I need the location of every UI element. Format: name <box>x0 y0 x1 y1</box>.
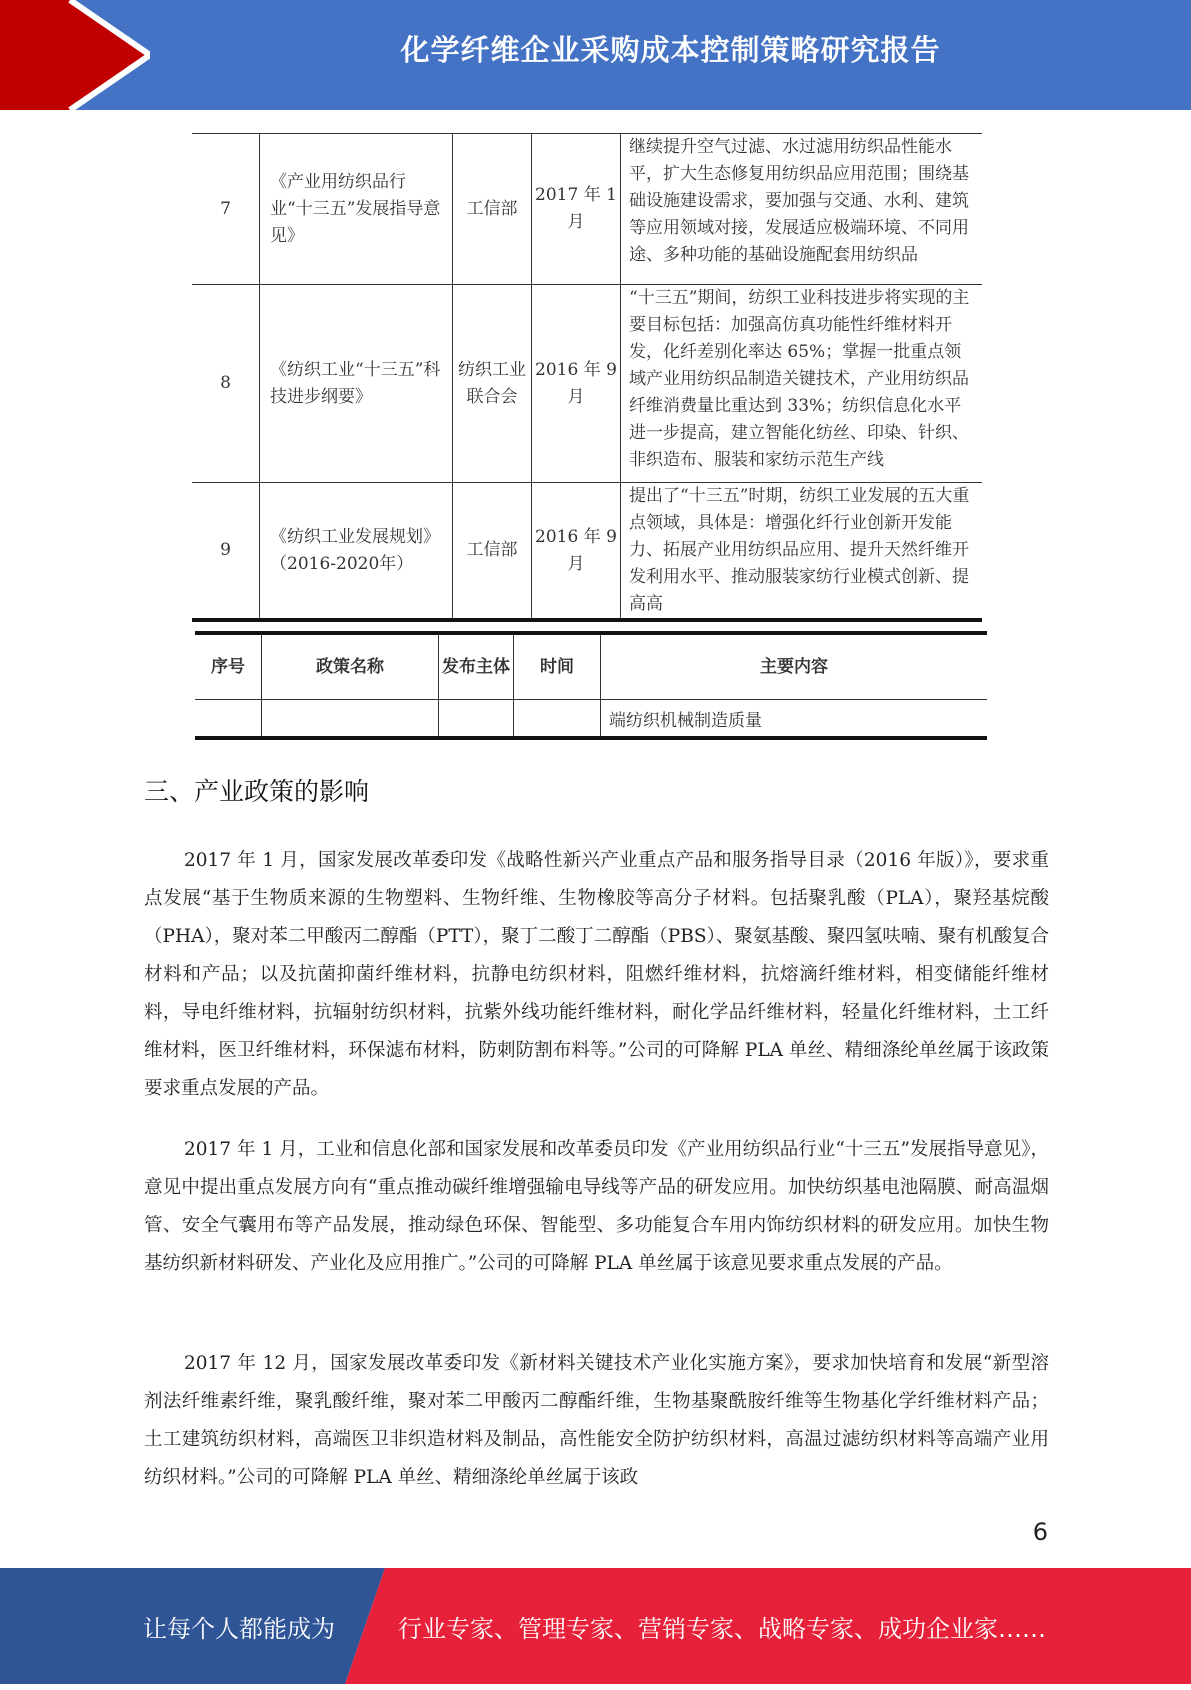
column-header-number: 序号 <box>195 633 262 700</box>
policy-name: 《产业用纺织品行业“十三五”发展指导意见》 <box>260 134 453 285</box>
policy-time: 2016 年 9 月 <box>532 483 621 621</box>
policy-issuer: 纺织工业联合会 <box>453 285 532 483</box>
table-row <box>192 134 982 285</box>
section-heading: 三、产业政策的影响 <box>144 777 370 806</box>
policy-time: 2017 年 1 月 <box>532 134 621 285</box>
policy-content: 继续提升空气过滤、水过滤用纺织品性能水平，扩大生态修复用纺织品应用范围；围绕基础设施建设需求，要加强与交通、水利、建筑等应用领域对接，发展适应极端环境、不同用途、多种功能的基础设施配套用纺织品 <box>621 134 983 285</box>
policy-content: 端纺织机械制造质量 <box>601 700 988 739</box>
paragraph: 2017 年 12 月，国家发展改革委印发《新材料关键技术产业化实施方案》，要求加快培育和发展“新型溶剂法纤维素纤维，聚乳酸纤维，聚对苯二甲酸丙二醇酯纤维，生物基聚酰胺纤维等生物基化学纤维材料产品；土工建筑纺织材料，高端医卫非织造材料及制品，高性能安全防护纺织材料，高温过滤纺织材料等高端产业用纺织材料。”公司的可降解 PLA 单丝、精细涤纶单丝属于该政 <box>144 1353 1049 1488</box>
policy-issuer: 工信部 <box>453 483 532 621</box>
policy-table-continued <box>192 133 982 622</box>
table-header-row <box>195 633 987 700</box>
policy-content: 提出了“十三五”时期，纺织工业发展的五大重点领域，具体是：增强化纤行业创新开发能力、拓展产业用纺织品应用、提升天然纤维开发利用水平、推动服装家纺行业模式创新、提高高 <box>621 483 983 621</box>
policy-time: 2016 年 9 月 <box>532 285 621 483</box>
paragraph: 2017 年 1 月，国家发展改革委印发《战略性新兴产业重点产品和服务指导目录（2016 年版）》，要求重点发展“基于生物质来源的生物塑料、生物纤维、生物橡胶等高分子材料。包括聚乳酸（PLA），聚羟基烷酸（PHA），聚对苯二甲酸丙二醇酯（PTT），聚丁二酸丁二醇酯（PBS）、聚氨基酸、聚四氢呋喃、聚有机酸复合材料和产品；以及抗菌抑菌纤维材料，抗静电纺织材料，阻燃纤维材料，抗熔滴纤维材料，相变储能纤维材料，导电纤维材料，抗辐射纺织材料，抗紫外线功能纤维材料，耐化学品纤维材料，轻量化纤维材料，土工纤维材料，医卫纤维材料，环保滤布材料，防刺防割布料等。”公司的可降解 PLA 单丝、精细涤纶单丝属于该政策要求重点发展的产品。 <box>144 850 1049 1099</box>
report-title: 化学纤维企业采购成本控制策略研究报告 <box>400 33 941 67</box>
policy-name: 《纺织工业发展规划》（2016-2020年） <box>260 483 453 621</box>
policy-name: 《纺织工业“十三五”科技进步纲要》 <box>260 285 453 483</box>
row-number: 8 <box>192 285 260 483</box>
column-header-issuer: 发布主体 <box>439 633 514 700</box>
page-number: 6 <box>1032 1518 1048 1546</box>
footer-slogan-right: 行业专家、管理专家、营销专家、战略专家、成功企业家…… <box>398 1615 1046 1643</box>
column-header-name: 政策名称 <box>262 633 439 700</box>
page-header <box>0 0 1191 110</box>
policy-table-header <box>195 631 987 740</box>
arrow-wedge-icon <box>0 0 150 110</box>
policy-content: “十三五”期间，纺织工业科技进步将实现的主要目标包括：加强高仿真功能性纤维材料开发，化纤差别化率达 65%；掌握一批重点领域产业用纺织品制造关键技术，产业用纺织品纤维消费量比重达到 33%；纺织信息化水平进一步提高，建立智能化纺丝、印染、针织、非织造布、服装和家纺示范生产线 <box>621 285 983 483</box>
table-row <box>195 700 987 739</box>
table-row <box>192 483 982 621</box>
column-header-time: 时间 <box>514 633 601 700</box>
paragraph: 2017 年 1 月，工业和信息化部和国家发展和改革委员印发《产业用纺织品行业“十三五”发展指导意见》，意见中提出重点发展方向有“重点推动碳纤维增强输电导线等产品的研发应用。加快纺织基电池隔膜、耐高温烟管、安全气囊用布等产品发展，推动绿色环保、智能型、多功能复合车用内饰纺织材料的研发应用。加快生物基纺织新材料研发、产业化及应用推广。”公司的可降解 PLA 单丝属于该意见要求重点发展的产品。 <box>144 1139 1049 1274</box>
policy-issuer: 工信部 <box>453 134 532 285</box>
footer-slogan-left: 让每个人都能成为 <box>143 1615 335 1643</box>
row-number: 7 <box>192 134 260 285</box>
page-footer <box>0 1568 1191 1684</box>
column-header-content: 主要内容 <box>601 633 988 700</box>
row-number: 9 <box>192 483 260 621</box>
table-row <box>192 285 982 483</box>
